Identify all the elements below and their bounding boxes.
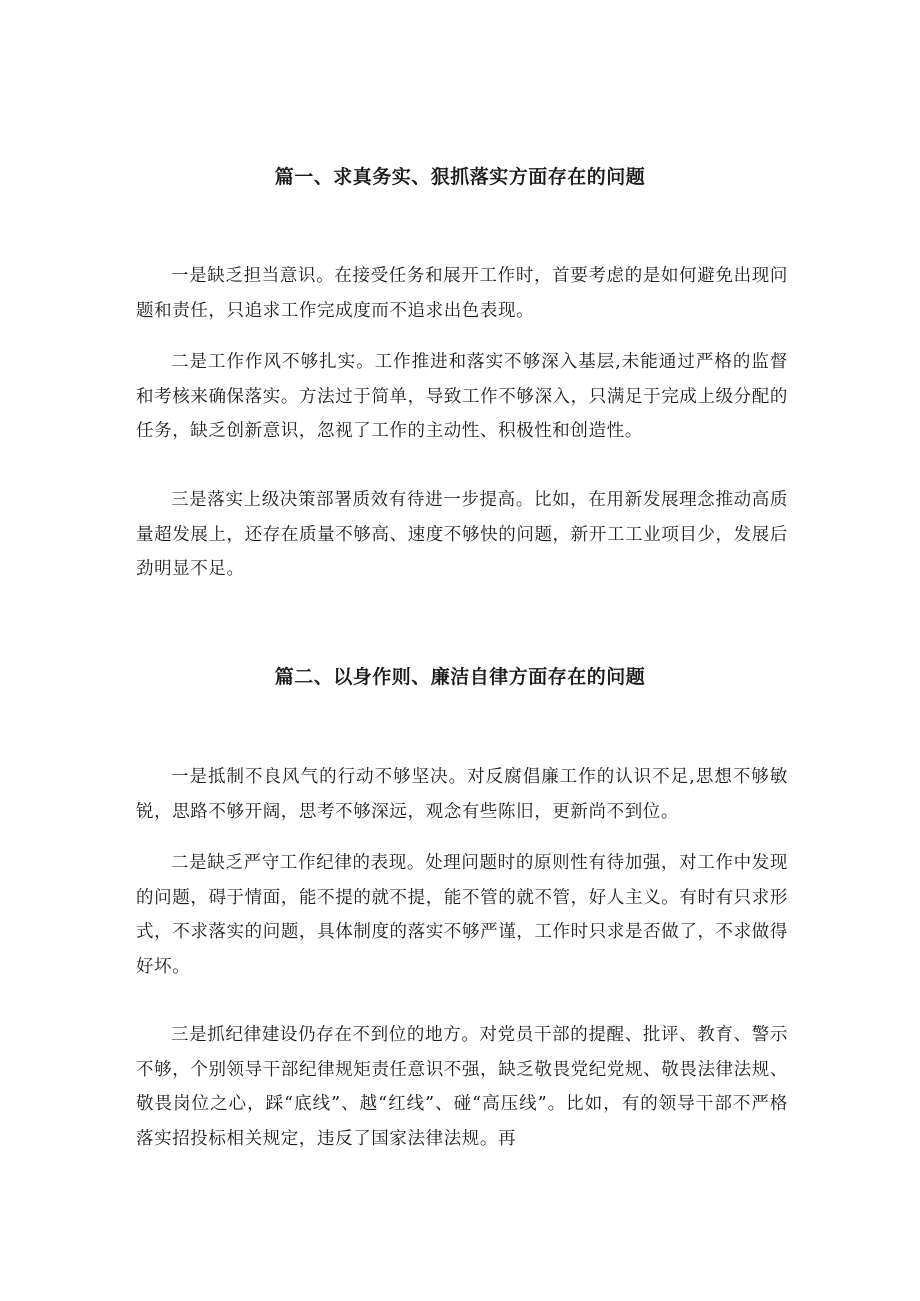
section-2-paragraph-1: 一是抵制不良风气的行动不够坚决。对反腐倡廉工作的认识不足,思想不够敏锐，思路不够开阔，思考不够深远，观念有些陈旧，更新尚不到位。 (136, 767, 788, 822)
section-1-heading: 篇一、求真务实、狠抓落实方面存在的问题 (274, 166, 646, 188)
section-2-heading: 篇二、以身作则、廉洁自律方面存在的问题 (274, 666, 646, 688)
section-1-paragraph-2: 二是工作作风不够扎实。工作推进和落实不够深入基层,未能通过严格的监督和考核来确保落实。方法过于简单，导致工作不够深入，只满足于完成上级分配的任务，缺乏创新意识，忽视了工作的主动性、积极性和创造性。 (136, 352, 788, 442)
section-1-paragraph-1: 一是缺乏担当意识。在接受任务和展开工作时，首要考虑的是如何避免出现问题和责任，只追求工作完成度而不追求出色表现。 (136, 266, 788, 321)
section-2-paragraph-3: 三是抓纪律建设仍存在不到位的地方。对党员干部的提醒、批评、教育、警示不够，个别领导干部纪律规矩责任意识不强，缺乏敬畏党纪党规、敬畏法律法规、敬畏岗位之心，踩“底线”、越“红线”、碰“高压线”。比如，有的领导干部不严格落实招投标相关规定，违反了国家法律法规。再 (136, 1025, 788, 1149)
section-2-paragraph-2: 二是缺乏严守工作纪律的表现。处理问题时的原则性有待加强，对工作中发现的问题，碍于情面，能不提的就不提，能不管的就不管，好人主义。有时有只求形式，不求落实的问题，具体制度的落实不够严谨，工作时只求是否做了，不求做得好坏。 (136, 853, 788, 977)
section-1-paragraph-3: 三是落实上级决策部署质效有待进一步提高。比如，在用新发展理念推动高质量超发展上，还存在质量不够高、速度不够快的问题，新开工工业项目少，发展后劲明显不足。 (136, 490, 788, 580)
